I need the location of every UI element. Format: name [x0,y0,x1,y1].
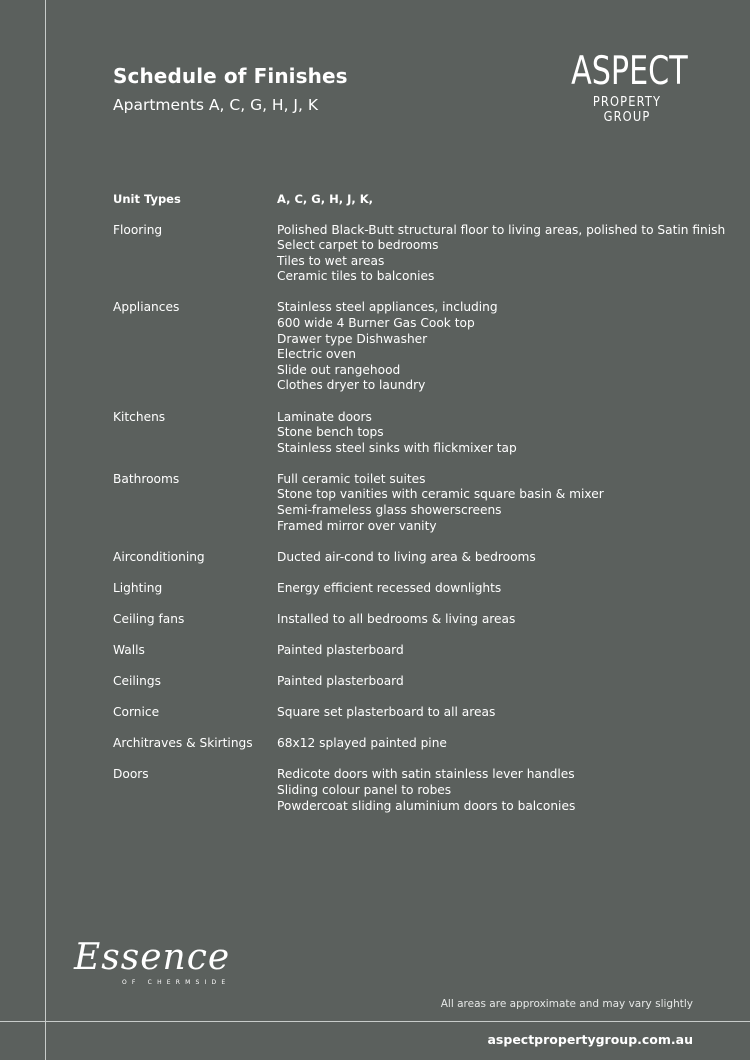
schedule-row-line: Stone top vanities with ceramic square basin & mixer [277,487,604,502]
schedule-row-value [277,300,723,394]
schedule-row-line: Square set plasterboard to all areas [277,705,496,720]
schedule-header-row [113,192,723,208]
schedule-row [113,581,723,597]
schedule-row [113,643,723,659]
finishes-schedule [113,192,726,830]
schedule-row-line: 68x12 splayed painted pine [277,736,447,751]
schedule-row-line: Laminate doors [277,409,372,424]
page-subtitle: Apartments A, C, G, H, J, K [113,96,319,114]
schedule-row-label: Doors [113,767,149,782]
schedule-row-line: Stone bench tops [277,425,384,440]
schedule-row [113,767,723,814]
schedule-row-label: Bathrooms [113,471,180,486]
schedule-row-label: Flooring [113,222,163,237]
schedule-row-line: Painted plasterboard [277,642,404,657]
schedule-row-line: Drawer type Dishwasher [277,331,428,346]
schedule-row-line: Redicote doors with satin stainless lever handles [277,767,575,782]
schedule-row [113,472,723,534]
footer-rule [0,1021,750,1022]
schedule-row-label: Kitchens [113,409,166,424]
aspect-logo [562,50,692,125]
schedule-row-line: Framed mirror over vanity [277,518,437,533]
schedule-row-line: Slide out rangehood [277,362,401,377]
disclaimer-text: All areas are approximate and may vary slightly [440,998,693,1010]
schedule-row [113,410,723,457]
website-link[interactable]: aspectpropertygroup.com.au [487,1032,693,1047]
schedule-row-value [277,705,723,721]
schedule-row-label: Ceilings [113,674,161,689]
schedule-row-value [277,674,723,690]
schedule-row [113,736,723,752]
logo-tagline: PROPERTY GROUP [592,95,662,125]
schedule-row-label: Architraves & Skirtings [113,736,253,751]
schedule-row-value [277,612,723,628]
schedule-row-line: Semi-frameless glass showerscreens [277,503,502,517]
schedule-row-line: Sliding colour panel to robes [277,782,452,797]
schedule-row-line: Stainless steel appliances, including [277,300,498,315]
schedule-row-line: Energy efficient recessed downlights [277,580,502,595]
page-title: Schedule of Finishes [113,64,348,88]
schedule-row-label: Cornice [113,705,160,720]
schedule-row-line: Tiles to wet areas [277,253,385,268]
essence-tagline: OF CHERMSIDE [122,979,231,986]
schedule-row-line: Clothes dryer to laundry [277,378,426,393]
schedule-rows [113,222,726,815]
schedule-header-label: Unit Types [113,192,181,206]
schedule-row-line: Electric oven [277,347,356,362]
schedule-row-label: Ceiling fans [113,611,185,626]
schedule-row [113,550,723,566]
schedule-row-value [277,410,723,457]
left-margin-rule [45,0,46,1060]
schedule-row-line: Powdercoat sliding aluminium doors to balconies [277,798,576,813]
schedule-row-line: Painted plasterboard [277,674,404,689]
essence-logo [74,937,264,986]
schedule-row-line: Ducted air-cond to living area & bedrooms [277,549,536,564]
schedule-row-line: Installed to all bedrooms & living areas [277,611,516,626]
schedule-row [113,222,726,285]
schedule-row-value [277,767,723,814]
schedule-row-line: 600 wide 4 Burner Gas Cook top [277,316,475,331]
schedule-row-line: Full ceramic toilet suites [277,471,426,486]
schedule-row [113,300,723,394]
schedule-row-line: Ceramic tiles to balconies [277,269,435,284]
schedule-row-value [277,643,723,659]
schedule-row-line: Polished Black-Butt structural floor to living areas, polished to Satin finish [277,222,726,237]
schedule-row-line: Select carpet to bedrooms [277,238,439,253]
schedule-row-value [277,550,723,566]
schedule-row-value [277,736,723,752]
schedule-row [113,705,723,721]
schedule-row-value [277,581,723,597]
schedule-row-value [277,472,723,534]
logo-wordmark: ASPECT [571,49,688,94]
schedule-row-label: Appliances [113,300,180,315]
schedule-row-label: Airconditioning [113,549,205,564]
essence-wordmark: Essence [74,937,231,978]
schedule-row [113,674,723,690]
schedule-row [113,612,723,628]
schedule-row-line: Stainless steel sinks with flickmixer tap [277,440,517,455]
schedule-row-label: Lighting [113,580,163,595]
schedule-row-label: Walls [113,642,145,657]
schedule-header-value: A, C, G, H, J, K, [277,192,374,206]
schedule-row-value [277,223,725,285]
